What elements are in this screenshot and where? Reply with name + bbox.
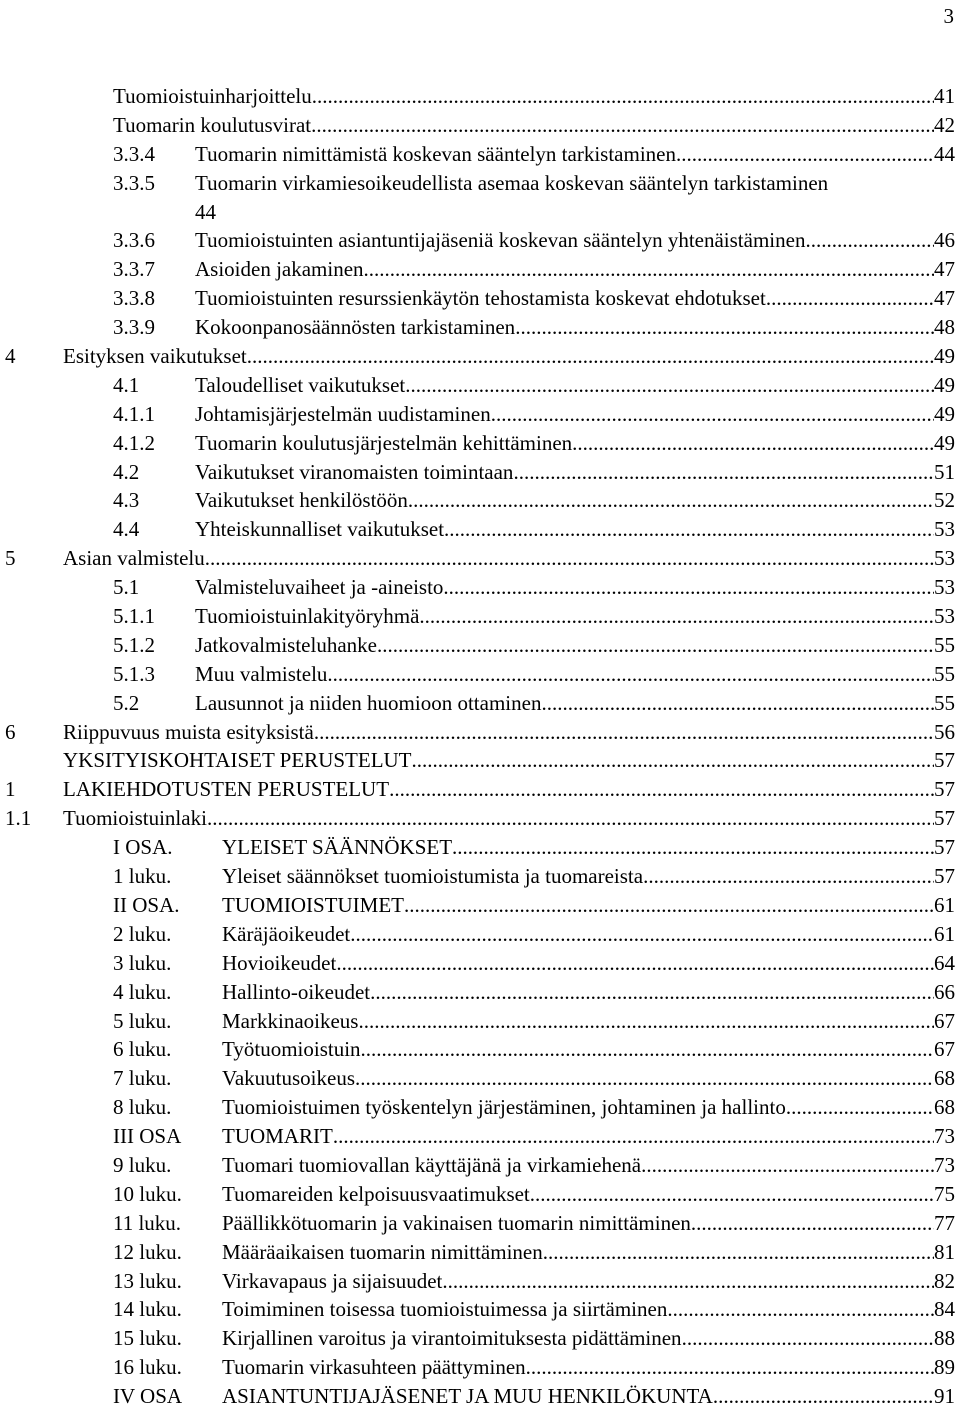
toc-entry-title: TUOMIOISTUIMET <box>222 892 404 917</box>
toc-entry-number: 3.3.4 <box>113 141 155 166</box>
toc-entry-title: Muu valmistelu <box>195 661 328 686</box>
toc-entry-title: Tuomarin virkasuhteen päättyminen <box>222 1355 526 1380</box>
toc-dot-leader <box>419 602 934 631</box>
toc-dot-leader <box>491 400 934 429</box>
toc-entry-page: 55 <box>934 661 955 686</box>
toc-entry-number: 16 luku. <box>113 1355 182 1380</box>
toc-entry-title: Hallinto-oikeudet <box>222 979 371 1004</box>
toc-entry-title: Tuomareiden kelpoisuusvaatimukset <box>222 1181 530 1206</box>
toc-dot-leader <box>572 429 934 458</box>
toc-entry-number: 11 luku. <box>113 1210 182 1235</box>
toc-entry-body <box>222 891 955 920</box>
toc-entry-page: 67 <box>934 1008 955 1033</box>
toc-entry-body <box>222 1382 955 1411</box>
toc-entry <box>0 1209 960 1238</box>
toc-entry-number: 3 luku. <box>113 950 172 975</box>
toc-entry-number: 5.2 <box>113 690 140 715</box>
toc-entry-body <box>195 255 955 284</box>
toc-entry-body <box>222 1180 955 1209</box>
toc-entry-body <box>195 486 955 515</box>
toc-entry <box>0 82 960 111</box>
toc-dot-leader <box>641 1151 934 1180</box>
toc-entry-number: 4 <box>5 344 16 369</box>
toc-entry <box>0 1382 960 1411</box>
toc-entry-page: 82 <box>934 1268 955 1293</box>
toc-dot-leader <box>643 862 934 891</box>
toc-entry-title: ASIANTUNTIJAJÄSENET JA MUU HENKILÖKUNTA <box>222 1384 713 1409</box>
toc-entry-body <box>222 978 955 1007</box>
toc-entry <box>0 689 960 718</box>
toc-entry-body <box>195 313 955 342</box>
toc-dot-leader <box>412 746 934 775</box>
toc-entry-body <box>222 1007 955 1036</box>
toc-entry <box>0 631 960 660</box>
toc-entry <box>0 1353 960 1382</box>
toc-entry-body <box>195 602 955 631</box>
toc-entry-page: 84 <box>934 1297 955 1322</box>
toc-entry-title: Vaikutukset henkilöstöön <box>195 488 408 513</box>
toc-entry-title: Tuomioistuinlaki <box>63 806 207 831</box>
toc-dot-leader <box>676 140 934 169</box>
toc-entry-title: Yhteiskunnalliset vaikutukset <box>195 517 445 542</box>
toc-entry-number: 3.3.8 <box>113 286 155 311</box>
toc-entry-body <box>195 660 955 689</box>
toc-dot-leader <box>442 1267 934 1296</box>
toc-entry <box>0 1295 960 1324</box>
toc-entry-page: 48 <box>934 315 955 340</box>
toc-entry-page: 67 <box>934 1037 955 1062</box>
toc-entry-page: 57 <box>934 806 955 831</box>
toc-entry-number: 5.1 <box>113 575 140 600</box>
toc-entry-page: 49 <box>934 430 955 455</box>
toc-entry-number: 12 luku. <box>113 1239 182 1264</box>
toc-entry-number: 6 luku. <box>113 1037 172 1062</box>
toc-entry-body <box>222 1093 955 1122</box>
toc-entry-page: 51 <box>934 459 955 484</box>
toc-entry-page: 73 <box>934 1152 955 1177</box>
toc-entry <box>0 226 960 255</box>
toc-dot-leader <box>389 775 934 804</box>
toc-entry-body <box>195 284 955 313</box>
toc-entry-page: 42 <box>934 112 955 137</box>
toc-entry-body <box>63 775 955 804</box>
toc-dot-leader <box>682 1324 934 1353</box>
toc-entry <box>0 718 960 747</box>
toc-dot-leader <box>336 949 934 978</box>
toc-entry-title: Päällikkötuomarin ja vakinaisen tuomarin nimittäminen <box>222 1210 691 1235</box>
toc-entry-body <box>63 718 955 747</box>
toc-entry <box>0 515 960 544</box>
toc-entry <box>0 1238 960 1267</box>
toc-entry <box>0 111 960 140</box>
toc-entry-page: 56 <box>934 719 955 744</box>
toc-dot-leader <box>364 255 934 284</box>
toc-entry-title: Toimiminen toisessa tuomioistuimessa ja siirtäminen <box>222 1297 668 1322</box>
toc-entry-title: Johtamisjärjestelmän uudistaminen <box>195 401 491 426</box>
toc-entry-page: 66 <box>934 979 955 1004</box>
toc-entry-body <box>222 1295 955 1324</box>
toc-entry-number: 4.2 <box>113 459 140 484</box>
toc-entry-number: III OSA <box>113 1124 182 1149</box>
toc-entry-number: 3.3.9 <box>113 315 155 340</box>
toc-dot-leader <box>408 486 934 515</box>
toc-entry-number: 4 luku. <box>113 979 172 1004</box>
toc-entry-body <box>195 631 955 660</box>
toc-entry-number: 9 luku. <box>113 1152 172 1177</box>
toc-entry-number: 13 luku. <box>113 1268 182 1293</box>
toc-dot-leader <box>443 573 934 602</box>
toc-entry <box>0 342 960 371</box>
toc-entry-number: 5.1.1 <box>113 604 155 629</box>
toc-entry-number: 3.3.5 <box>113 170 155 195</box>
toc-entry <box>0 1007 960 1036</box>
toc-entry-body <box>195 458 955 487</box>
toc-entry-body <box>63 342 955 371</box>
toc-dot-leader <box>786 1093 934 1122</box>
toc-entry-body <box>222 1267 955 1296</box>
toc-dot-leader <box>327 660 934 689</box>
toc-entry <box>0 458 960 487</box>
toc-entry <box>0 1093 960 1122</box>
toc-entry-title: Lausunnot ja niiden huomioon ottaminen <box>195 690 542 715</box>
toc-entry-title: Tuomarin koulutusvirat <box>113 112 312 137</box>
toc-dot-leader <box>405 371 934 400</box>
toc-dot-leader <box>361 1035 934 1064</box>
toc-entry <box>0 1035 960 1064</box>
toc-entry-page: 44 <box>934 141 955 166</box>
toc-entry-page: 55 <box>934 690 955 715</box>
toc-dot-leader <box>691 1209 934 1238</box>
toc-dot-leader <box>377 631 934 660</box>
toc-entry-body <box>222 920 955 949</box>
toc-entry-page: 53 <box>934 604 955 629</box>
toc-dot-leader <box>515 313 934 342</box>
toc-entry-number: 6 <box>5 719 16 744</box>
toc-entry-title: Valmisteluvaiheet ja -aineisto <box>195 575 444 600</box>
toc-entry <box>0 978 960 1007</box>
toc-entry-number: 3.3.6 <box>113 228 155 253</box>
toc-entry-body <box>222 1238 955 1267</box>
toc-entry-body <box>195 371 955 400</box>
toc-entry-body <box>195 515 955 544</box>
toc-entry-body <box>195 400 955 429</box>
toc-entry-page: 53 <box>934 575 955 600</box>
toc-entry-number: 2 luku. <box>113 921 172 946</box>
toc-entry <box>0 486 960 515</box>
toc-entry-number: 1.1 <box>5 806 32 831</box>
toc-dot-leader <box>444 515 934 544</box>
toc-entry-number: II OSA. <box>113 892 180 917</box>
toc-entry-page: 46 <box>934 228 955 253</box>
toc-entry-body <box>222 1064 955 1093</box>
toc-entry-number: 5 <box>5 546 16 571</box>
toc-entry <box>0 371 960 400</box>
toc-dot-leader <box>247 342 934 371</box>
toc-entry-title: Kokoonpanosäännösten tarkistaminen <box>195 315 516 340</box>
toc-entry-title: Jatkovalmisteluhanke <box>195 632 377 657</box>
toc-entry-page: 89 <box>934 1355 955 1380</box>
toc-entry-page: 49 <box>934 401 955 426</box>
toc-entry <box>0 949 960 978</box>
toc-entry <box>0 313 960 342</box>
toc-entry-number: I OSA. <box>113 835 173 860</box>
toc-entry-title: LAKIEHDOTUSTEN PERUSTELUT <box>63 777 390 802</box>
toc-entry-title: Asian valmistelu <box>63 546 205 571</box>
toc-entry-body <box>195 429 955 458</box>
toc-entry-body <box>113 111 955 140</box>
toc-entry-number: 10 luku. <box>113 1181 182 1206</box>
toc-entry-page: 61 <box>934 921 955 946</box>
toc-entry-number: 15 luku. <box>113 1326 182 1351</box>
toc-entry-body <box>113 82 955 111</box>
toc-entry-number: 14 luku. <box>113 1297 182 1322</box>
toc-entry-body <box>222 1035 955 1064</box>
toc-entry <box>0 429 960 458</box>
toc-entry-title: Yleiset säännökset tuomioistumista ja tuomareista <box>222 864 644 889</box>
toc-entry-page: 91 <box>934 1384 955 1409</box>
toc-dot-leader <box>541 689 934 718</box>
toc-entry-number: 5.1.3 <box>113 661 155 686</box>
toc-entry-body <box>222 949 955 978</box>
toc-dot-leader <box>543 1238 934 1267</box>
toc-entry <box>0 169 960 198</box>
toc-entry-title: Kirjallinen varoitus ja virantoimituksesta pidättäminen <box>222 1326 682 1351</box>
toc-entry-number: 5.1.2 <box>113 632 155 657</box>
toc-dot-leader <box>333 1122 934 1151</box>
toc-dot-leader <box>207 804 934 833</box>
toc-dot-leader <box>766 284 934 313</box>
toc-entry <box>0 775 960 804</box>
toc-entry-page: 68 <box>934 1066 955 1091</box>
toc-dot-leader <box>370 978 934 1007</box>
toc-entry <box>0 400 960 429</box>
toc-entry-body <box>195 140 955 169</box>
toc-entry <box>0 1151 960 1180</box>
toc-entry-page: 57 <box>934 835 955 860</box>
toc-entry <box>0 602 960 631</box>
toc-entry-number: 5 luku. <box>113 1008 172 1033</box>
toc-entry-title: Markkinaoikeus <box>222 1008 359 1033</box>
toc-entry-page: 47 <box>934 286 955 311</box>
toc-entry-page: 52 <box>934 488 955 513</box>
toc-entry-page: 41 <box>934 84 955 108</box>
toc-entry-title: Vakuutusoikeus <box>222 1066 355 1091</box>
toc-dot-leader <box>530 1180 934 1209</box>
toc-entry-body <box>195 689 955 718</box>
toc-entry-body <box>63 746 955 775</box>
toc-entry-page: 75 <box>934 1181 955 1206</box>
toc-entry <box>0 920 960 949</box>
toc-entry <box>0 804 960 833</box>
toc-dot-leader <box>205 544 934 573</box>
toc-entry-title: Tuomioistuinharjoittelu <box>113 84 312 108</box>
toc-entry-page: 57 <box>934 748 955 773</box>
toc-entry-title: Asioiden jakaminen <box>195 257 364 282</box>
toc-entry <box>0 833 960 862</box>
toc-entry-title: YKSITYISKOHTAISET PERUSTELUT <box>63 748 412 773</box>
toc-entry-page: 81 <box>934 1239 955 1264</box>
toc-entry-page: 49 <box>934 372 955 397</box>
toc-dot-leader <box>311 111 934 140</box>
toc-entry-number: 4.3 <box>113 488 140 513</box>
toc-dot-leader <box>452 833 934 862</box>
toc-dot-leader <box>314 718 934 747</box>
toc-entry-body <box>222 1324 955 1353</box>
toc-entry-page: 88 <box>934 1326 955 1351</box>
toc-entry-title: Taloudelliset vaikutukset <box>195 372 406 397</box>
toc-entry-body <box>222 862 955 891</box>
toc-entry-title: Hovioikeudet <box>222 950 337 975</box>
toc-dot-leader <box>355 1064 934 1093</box>
toc-entry-number: 4.4 <box>113 517 140 542</box>
toc-entry <box>0 255 960 284</box>
toc-entry <box>0 862 960 891</box>
toc-entry-body <box>63 804 955 833</box>
toc-entry-number: 4.1 <box>113 372 140 397</box>
toc-entry-body <box>195 226 955 255</box>
toc-entry-title: Virkavapaus ja sijaisuudet <box>222 1268 443 1293</box>
toc-entry-title: Riippuvuus muista esityksistä <box>63 719 314 744</box>
toc-entry-page: 57 <box>934 864 955 889</box>
toc-dot-leader <box>358 1007 934 1036</box>
toc-entry-page: 64 <box>934 950 955 975</box>
toc-entry <box>0 1324 960 1353</box>
page-number: 3 <box>943 4 954 28</box>
toc-entry-page: 53 <box>934 517 955 542</box>
toc-dot-leader <box>713 1382 934 1411</box>
toc-entry-page: 68 <box>934 1095 955 1120</box>
toc-entry-number: 4.1.1 <box>113 401 155 426</box>
toc-entry <box>0 573 960 602</box>
toc-dot-leader <box>526 1353 934 1382</box>
toc-entry-body <box>222 833 955 862</box>
toc-entry <box>0 284 960 313</box>
toc-entry-number: 3.3.7 <box>113 257 155 282</box>
toc-dot-leader <box>404 891 934 920</box>
toc-entry-body <box>63 544 955 573</box>
toc-entry <box>0 544 960 573</box>
toc-entry-title: Tuomioistuinten asiantuntijajäseniä koskevan sääntelyn yhtenäistäminen <box>195 228 806 253</box>
toc-entry <box>0 1064 960 1093</box>
toc-entry-page: 53 <box>934 546 955 571</box>
toc-entry-title: Käräjäoikeudet <box>222 921 351 946</box>
toc-entry <box>0 1267 960 1296</box>
table-of-contents <box>0 82 960 1411</box>
toc-entry-page: 77 <box>934 1210 955 1235</box>
toc-entry-body <box>195 573 955 602</box>
toc-entry-page: 47 <box>934 257 955 282</box>
toc-entry <box>0 140 960 169</box>
toc-entry <box>0 746 960 775</box>
toc-entry-number: 8 luku. <box>113 1095 172 1120</box>
toc-dot-leader <box>350 920 934 949</box>
toc-entry <box>0 1122 960 1151</box>
toc-entry-title: Tuomarin nimittämistä koskevan sääntelyn tarkistaminen <box>195 141 676 166</box>
toc-entry-number: 1 luku. <box>113 864 172 889</box>
toc-dot-leader <box>312 82 934 111</box>
toc-entry-title: Esityksen vaikutukset <box>63 344 247 369</box>
toc-entry-number: 4.1.2 <box>113 430 155 455</box>
toc-entry-title: Tuomarin virkamiesoikeudellista asemaa koskevan sääntelyn tarkistaminen <box>195 170 829 195</box>
toc-entry <box>0 660 960 689</box>
toc-entry-body <box>222 1353 955 1382</box>
toc-entry-title: Tuomioistuinten resurssienkäytön tehostamista koskevat ehdotukset <box>195 286 766 311</box>
toc-entry-title: Määräaikaisen tuomarin nimittäminen <box>222 1239 543 1264</box>
toc-dot-leader <box>805 226 934 255</box>
toc-entry-title: Vaikutukset viranomaisten toimintaan <box>195 459 514 484</box>
toc-entry <box>0 198 960 227</box>
toc-entry-title: TUOMARIT <box>222 1124 333 1149</box>
toc-entry-title: Tuomioistuinlakityöryhmä <box>195 604 420 629</box>
toc-entry <box>0 891 960 920</box>
toc-entry-page: 57 <box>934 777 955 802</box>
toc-entry-page: 55 <box>934 632 955 657</box>
toc-dot-leader <box>667 1295 934 1324</box>
toc-entry <box>0 1180 960 1209</box>
toc-entry-body <box>222 1209 955 1238</box>
toc-entry-title: YLEISET SÄÄNNÖKSET <box>222 835 453 860</box>
toc-entry-number: 1 <box>5 777 16 802</box>
toc-entry-number: IV OSA <box>113 1384 183 1409</box>
toc-entry-body <box>222 1122 955 1151</box>
toc-entry-page: 49 <box>934 344 955 369</box>
toc-entry-title: Tuomari tuomiovallan käyttäjänä ja virkamiehenä <box>222 1152 642 1177</box>
toc-entry-page: 73 <box>934 1124 955 1149</box>
toc-dot-leader <box>513 458 934 487</box>
toc-entry-title: Työtuomioistuin <box>222 1037 361 1062</box>
toc-entry-number: 7 luku. <box>113 1066 172 1091</box>
toc-entry-title: Tuomioistuimen työskentelyn järjestäminen, johtaminen ja hallinto <box>222 1095 786 1120</box>
toc-entry-page: 61 <box>934 892 955 917</box>
toc-entry-title: Tuomarin koulutusjärjestelmän kehittäminen <box>195 430 573 455</box>
toc-entry-body <box>222 1151 955 1180</box>
toc-entry-title: 44 <box>195 199 216 224</box>
